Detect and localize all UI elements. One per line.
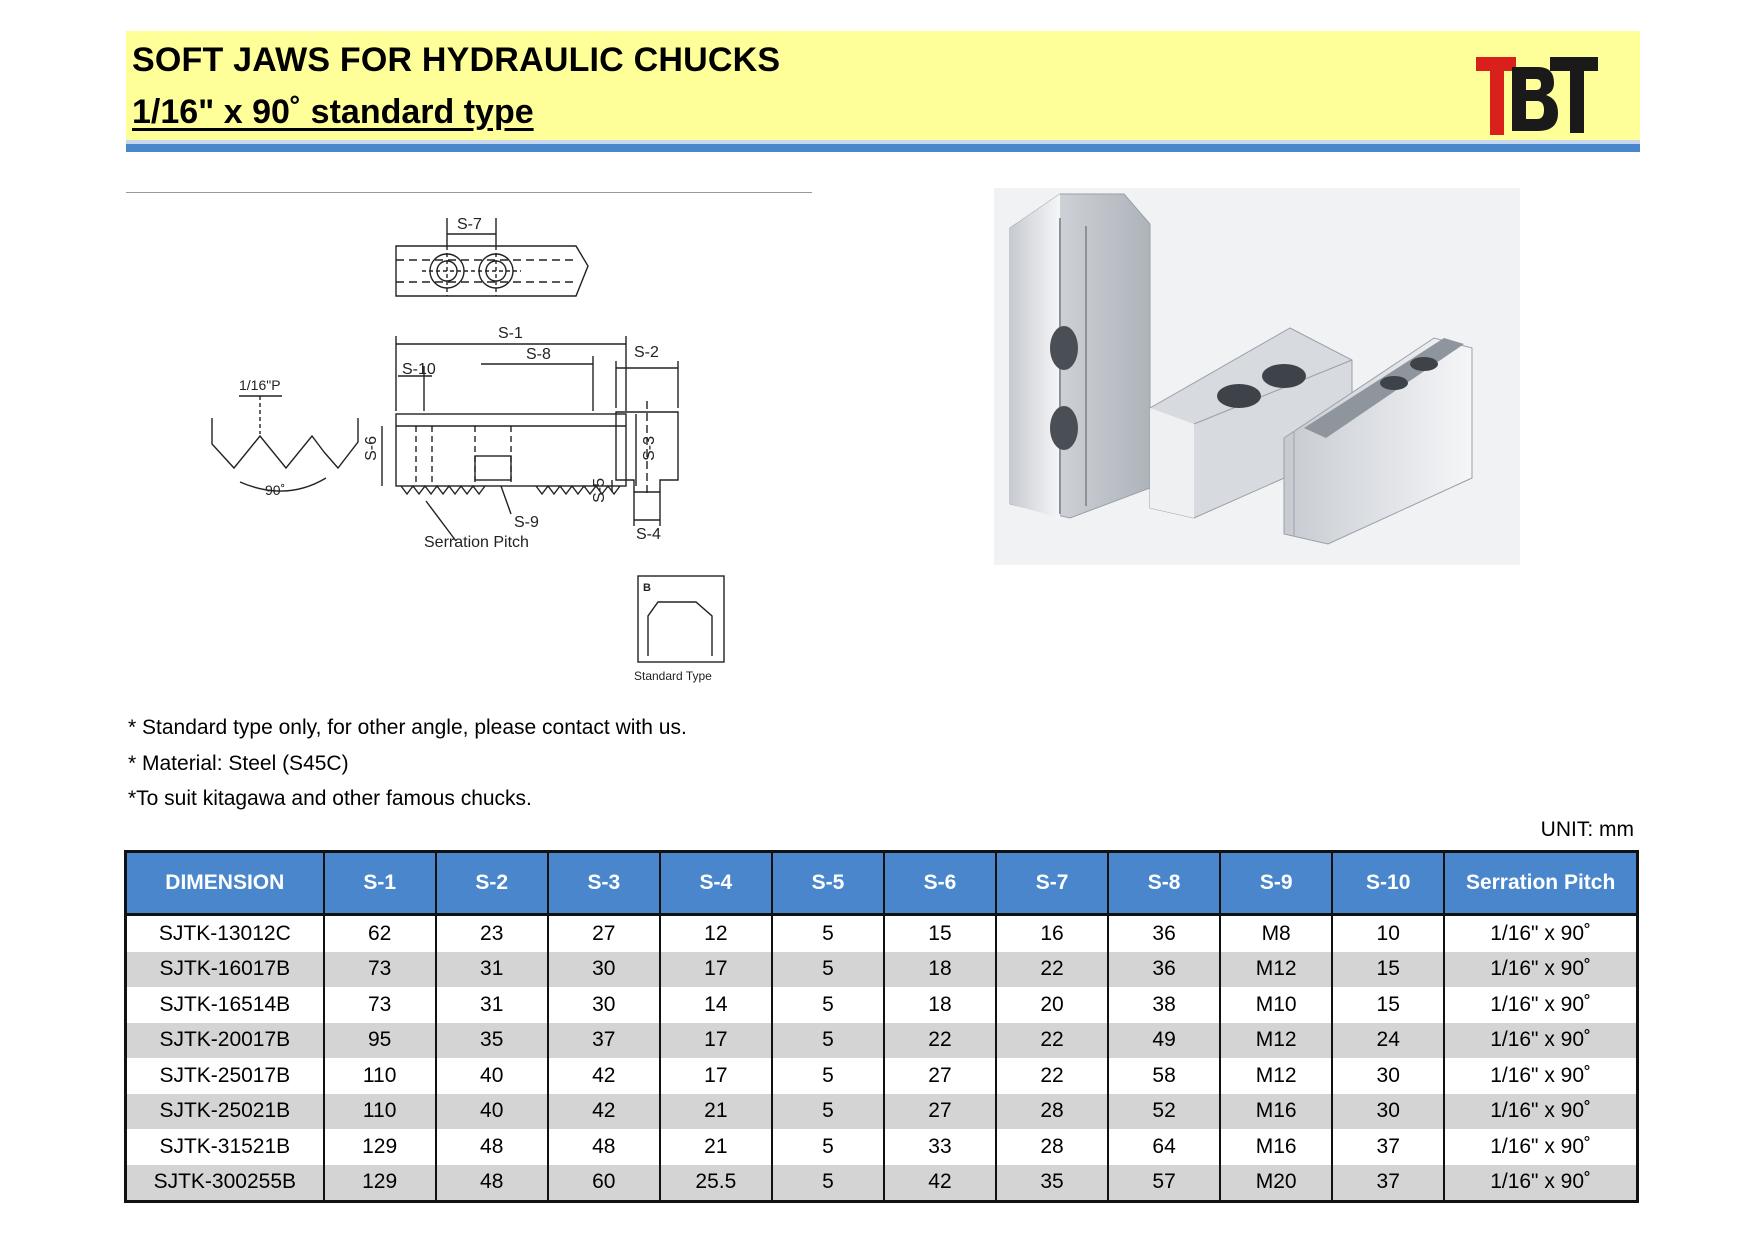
cell-s10: 30 [1332, 1094, 1444, 1130]
table-header-row [126, 852, 1638, 915]
cell-s6: 15 [884, 915, 996, 952]
label-s1: S-1 [498, 325, 523, 342]
label-serration: Serration Pitch [424, 534, 529, 551]
cell-s7: 16 [996, 915, 1108, 952]
label-s7: S-7 [457, 216, 482, 233]
header-s6: S-6 [884, 852, 996, 915]
label-s9: S-9 [514, 514, 539, 531]
cell-model: SJTK-16514B [159, 992, 291, 1016]
cell-s5: 5 [772, 1023, 884, 1059]
header-banner [126, 31, 1640, 149]
cell-s3: 30 [548, 952, 660, 988]
cell-s9: M12 [1220, 952, 1332, 988]
cell-s6: 27 [884, 1058, 996, 1094]
cell-model: SJTK-13012C [158, 921, 291, 945]
cell-model: SJTK-300255B [126, 1165, 324, 1202]
cell-s5: 5 [772, 1165, 884, 1202]
label-s5: S-5 [591, 478, 608, 503]
label-s4: S-4 [636, 526, 661, 543]
table-row [126, 987, 1638, 1023]
cell-s10: 24 [1332, 1023, 1444, 1059]
cell-s4: 21 [660, 1094, 772, 1130]
cell-s7: 22 [996, 1023, 1108, 1059]
cell-model: SJTK-25017B [159, 1063, 291, 1087]
drawing-top-rule [126, 192, 812, 193]
table-row [126, 1023, 1638, 1059]
header-dimension: DIMENSION [126, 852, 324, 915]
cell-s3: 48 [548, 1129, 660, 1165]
cell-s6: 22 [884, 1023, 996, 1059]
cell-s10: 30 [1332, 1058, 1444, 1094]
cell-s9: M8 [1220, 915, 1332, 952]
cell-s3: 42 [548, 1058, 660, 1094]
label-s2: S-2 [634, 344, 659, 361]
header-s10: S-10 [1332, 852, 1444, 915]
unit-label: UNIT: mm [1540, 818, 1634, 841]
cell-model: SJTK-31521B [159, 1134, 291, 1158]
label-pitch: 1/16"P [239, 377, 281, 393]
cell-s8: 36 [1108, 952, 1220, 988]
cell-s9: M12 [1220, 1023, 1332, 1059]
note-compatibility: *To suit kitagawa and other famous chucks. [128, 787, 532, 810]
label-s8: S-8 [526, 346, 551, 363]
label-angle: 90˚ [265, 482, 286, 498]
standard-type-profile [634, 576, 724, 683]
cell-s10: 10 [1332, 915, 1444, 952]
cell-s2: 31 [436, 987, 548, 1023]
cell-s1: 73 [324, 952, 436, 988]
cell-s6: 33 [884, 1129, 996, 1165]
cell-s5: 5 [772, 915, 884, 952]
cell-s5: 5 [772, 987, 884, 1023]
cell-s5: 5 [772, 952, 884, 988]
cell-s1: 129 [324, 1165, 436, 1202]
cell-s8: 38 [1108, 987, 1220, 1023]
page-title: SOFT JAWS FOR HYDRAULIC CHUCKS [132, 41, 781, 79]
header-s3: S-3 [548, 852, 660, 915]
header-stripe [126, 144, 1640, 152]
soft-jaws-photo [994, 188, 1520, 565]
cell-s4: 17 [660, 952, 772, 988]
cell-s9: M10 [1220, 987, 1332, 1023]
cell-s1: 95 [324, 1023, 436, 1059]
cell-s2: 48 [436, 1129, 548, 1165]
cell-model: SJTK-16017B [126, 952, 324, 988]
cell-s4: 21 [660, 1129, 772, 1165]
cell-s3: 60 [548, 1165, 660, 1202]
cell-serration-pitch: 1/16" x 90˚ [1444, 1165, 1637, 1202]
cell-model: SJTK-25021B [126, 1094, 324, 1130]
cell-s9: M16 [1220, 1094, 1332, 1130]
header-s1: S-1 [324, 852, 436, 915]
cell-s1: 129 [324, 1129, 436, 1165]
cell-s8: 64 [1108, 1129, 1220, 1165]
cell-s4: 17 [660, 1058, 772, 1094]
cell-s7: 28 [996, 1094, 1108, 1130]
cell-s10: 37 [1332, 1129, 1444, 1165]
cell-s5: 5 [772, 1058, 884, 1094]
note-material: * Material: Steel (S45C) [128, 751, 349, 775]
cell-serration-pitch: 1/16" x 90˚ [1444, 1058, 1637, 1094]
cell-serration-pitch: 1/16" x 90˚ [1444, 987, 1637, 1023]
dimension-table [124, 850, 1639, 1203]
cell-s7: 28 [996, 1129, 1108, 1165]
cell-s2: 23 [436, 915, 548, 952]
cell-s4: 12 [660, 915, 772, 952]
table-row [126, 1094, 1638, 1130]
serration-detail [212, 377, 358, 498]
jaw-technical-drawing [126, 196, 826, 686]
cell-s4: 14 [660, 987, 772, 1023]
cell-s8: 58 [1108, 1058, 1220, 1094]
header-s8: S-8 [1108, 852, 1220, 915]
header-serration-pitch: Serration Pitch [1444, 852, 1637, 915]
notes [128, 710, 687, 817]
cell-s3: 37 [548, 1023, 660, 1059]
cell-serration-pitch: 1/16" x 90˚ [1444, 1129, 1637, 1165]
cell-s10: 15 [1332, 952, 1444, 988]
cell-s1: 73 [324, 987, 436, 1023]
cell-s2: 40 [436, 1058, 548, 1094]
table-row [126, 1058, 1638, 1094]
cell-s2: 48 [436, 1165, 548, 1202]
cell-s7: 35 [996, 1165, 1108, 1202]
cell-s9: M16 [1220, 1129, 1332, 1165]
cell-s3: 30 [548, 987, 660, 1023]
page-subtitle: 1/16" x 90˚ standard type [132, 93, 534, 131]
note-standard-type: * Standard type only, for other angle, please contact with us. [128, 716, 687, 739]
cell-s10: 37 [1332, 1165, 1444, 1202]
cell-s4: 25.5 [660, 1165, 772, 1202]
table-row [126, 1129, 1638, 1165]
cell-s1: 110 [324, 1058, 436, 1094]
table-row [126, 915, 1638, 952]
cell-s6: 18 [884, 952, 996, 988]
tbt-logo [1476, 45, 1600, 137]
label-s10: S-10 [402, 361, 436, 378]
cell-s9: M12 [1220, 1058, 1332, 1094]
cell-s4: 17 [660, 1023, 772, 1059]
table-row [126, 1165, 1638, 1202]
cell-s5: 5 [772, 1129, 884, 1165]
cell-serration-pitch: 1/16" x 90˚ [1444, 1094, 1637, 1130]
cell-model: SJTK-20017B [126, 1023, 324, 1059]
cell-s6: 42 [884, 1165, 996, 1202]
cell-serration-pitch: 1/16" x 90˚ [1444, 952, 1637, 988]
cell-s3: 42 [548, 1094, 660, 1130]
cell-s3: 27 [548, 915, 660, 952]
header-s4: S-4 [660, 852, 772, 915]
side-view [363, 325, 658, 551]
table-row [126, 952, 1638, 988]
cell-s6: 18 [884, 987, 996, 1023]
header-s5: S-5 [772, 852, 884, 915]
top-view [396, 216, 588, 296]
end-view [591, 344, 678, 543]
cell-s7: 20 [996, 987, 1108, 1023]
cell-s7: 22 [996, 1058, 1108, 1094]
cell-s5: 5 [772, 1094, 884, 1130]
cell-s2: 31 [436, 952, 548, 988]
cell-s6: 27 [884, 1094, 996, 1130]
cell-s8: 36 [1108, 915, 1220, 952]
header-s2: S-2 [436, 852, 548, 915]
label-b: B [643, 582, 651, 594]
label-s6: S-6 [363, 436, 380, 461]
cell-s1: 62 [324, 915, 436, 952]
cell-s8: 57 [1108, 1165, 1220, 1202]
header-s7: S-7 [996, 852, 1108, 915]
cell-s1: 110 [324, 1094, 436, 1130]
cell-s10: 15 [1332, 987, 1444, 1023]
header-s9: S-9 [1220, 852, 1332, 915]
cell-s9: M20 [1220, 1165, 1332, 1202]
cell-s8: 49 [1108, 1023, 1220, 1059]
cell-s2: 40 [436, 1094, 548, 1130]
cell-s8: 52 [1108, 1094, 1220, 1130]
cell-serration-pitch: 1/16" x 90˚ [1444, 1023, 1637, 1059]
cell-s2: 35 [436, 1023, 548, 1059]
cell-serration-pitch: 1/16" x 90˚ [1444, 915, 1637, 952]
cell-s7: 22 [996, 952, 1108, 988]
label-standard-type: Standard Type [634, 669, 712, 683]
label-s3: S-3 [641, 436, 658, 461]
